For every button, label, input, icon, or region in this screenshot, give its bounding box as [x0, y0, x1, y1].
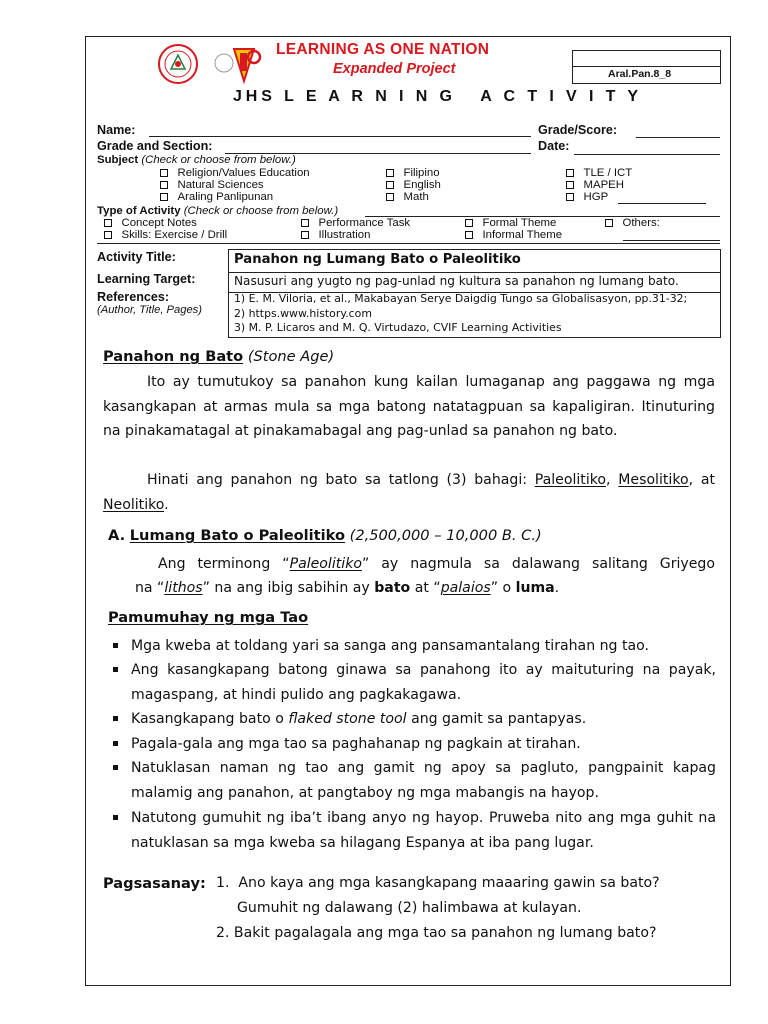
- subsection-heading: A. Lumang Bato o Paleolitiko (2,500,000 – 10,000 B. C.): [108, 527, 542, 544]
- subject-mapeh[interactable]: MAPEH: [566, 179, 624, 191]
- references-list: [234, 292, 687, 336]
- list-item: Pagala-gala ang mga tao sa paghahanap ng pagkain at tirahan.: [113, 732, 716, 757]
- type-informal-theme[interactable]: Informal Theme: [465, 229, 562, 241]
- list-item: Natutong gumuhit ng iba’t ibang anyo ng hayop. Pruweba nito ang mga guhit na natuklasan sa mga kweba sa hilagang Espanya at iba pang lugar.: [113, 806, 716, 855]
- activity-heading: JHS L E A R N I N G A C T I V I T Y: [233, 88, 642, 105]
- checkbox[interactable]: [160, 193, 168, 201]
- checkbox[interactable]: [465, 231, 473, 239]
- references-label: References:: [97, 290, 170, 304]
- checkbox[interactable]: [566, 169, 574, 177]
- subject-araling[interactable]: Araling Panlipunan: [160, 191, 273, 203]
- grade-score-label: Grade/Score:: [538, 123, 618, 137]
- subject-tle[interactable]: TLE / ICT: [566, 167, 632, 179]
- type-concept-notes[interactable]: Concept Notes: [104, 217, 197, 229]
- activity-type-heading: Type of Activity (Check or choose from below.): [97, 205, 339, 217]
- grade-score-field[interactable]: [636, 137, 720, 138]
- subject-filipino[interactable]: Filipino: [386, 167, 440, 179]
- etymology-line-1: Ang terminong “Paleolitiko” ay nagmula sa dalawang salitang Griyego: [158, 556, 715, 572]
- question-1-instruction: Gumuhit ng dalawang (2) halimbawa at kulayan.: [237, 900, 582, 916]
- subject-hgp[interactable]: HGP: [566, 191, 608, 203]
- checkbox[interactable]: [386, 169, 394, 177]
- lao-project-logo: [212, 43, 272, 85]
- subject-heading: Subject (Check or choose from below.): [97, 154, 296, 166]
- list-item: Kasangkapang bato o flaked stone tool ang gamit sa pantapyas.: [113, 707, 716, 732]
- checkbox[interactable]: [566, 193, 574, 201]
- etymology-line-2: na “lithos” na ang ibig sabihin ay bato at “palaios” o luma.: [135, 580, 560, 596]
- learning-target: Nasusuri ang yugto ng pag-unlad ng kultura sa panahon ng lumang bato.: [234, 274, 679, 288]
- reference-item: 3) M. P. Licaros and M. Q. Virtudazo, CVIF Learning Activities: [234, 321, 562, 335]
- learning-target-label: Learning Target:: [97, 272, 196, 286]
- type-others[interactable]: Others:: [605, 217, 660, 229]
- type-performance-task[interactable]: Performance Task: [301, 217, 410, 229]
- checkbox[interactable]: [301, 219, 309, 227]
- activity-title: Panahon ng Lumang Bato o Paleolitiko: [234, 252, 521, 267]
- reference-item: 1) E. M. Viloria, et al., Makabayan Serye Daigdig Tungo sa Globalisasyon, pp.31-32;: [234, 292, 688, 305]
- section-heading: Panahon ng Bato (Stone Age): [103, 348, 335, 365]
- checkbox[interactable]: [104, 219, 112, 227]
- activity-title-label: Activity Title:: [97, 250, 176, 264]
- pagsasanay-label: Pagsasanay:: [103, 875, 206, 892]
- activity-code: Aral.Pan.8_8: [608, 68, 672, 80]
- grade-section-label: Grade and Section:: [97, 139, 213, 153]
- subject-math[interactable]: Math: [386, 191, 429, 203]
- references-hint: (Author, Title, Pages): [97, 304, 202, 316]
- checkbox[interactable]: [465, 219, 473, 227]
- type-formal-theme[interactable]: Formal Theme: [465, 217, 556, 229]
- subject-science[interactable]: Natural Sciences: [160, 179, 264, 191]
- checkbox[interactable]: [386, 193, 394, 201]
- name-label: Name:: [97, 123, 136, 137]
- checkbox[interactable]: [301, 231, 309, 239]
- type-skills[interactable]: Skills: Exercise / Drill: [104, 229, 227, 241]
- hgp-field[interactable]: [618, 203, 706, 204]
- list-item: Natuklasan naman ng tao ang gamit ng apoy sa pagluto, pangpainit kapag malamig ang panahon, at pangtaboy ng mga mabangis na hayop.: [113, 756, 716, 805]
- checkbox[interactable]: [160, 169, 168, 177]
- type-illustration[interactable]: Illustration: [301, 229, 370, 241]
- list-item: Mga kweba at toldang yari sa sanga ang pansamantalang tirahan ng tao.: [113, 634, 716, 659]
- reference-item: 2) https.www.history.com: [234, 306, 372, 320]
- list-item: Ang kasangkapang batong ginawa sa panahong ito ay maituturing na payak, magaspang, at hindi pulido ang pagkakagawa.: [113, 658, 716, 707]
- paragraph-intro: Ito ay tumutukoy sa panahon kung kailan lumaganap ang paggawa ng mga kasangkapan at armas mula sa mga batong natatagpuan sa kapaligiran. Itinuturing na pinakamatagal at pinakamabagal ang pag-unlad sa panahon ng bato.: [103, 374, 715, 440]
- checkbox[interactable]: [386, 181, 394, 189]
- paragraph-divisions: Hinati ang panahon ng bato sa tatlong (3) bahagi: Paleolitiko, Mesolitiko, at Neolitiko.: [103, 472, 716, 513]
- question-2: 2. Bakit pagalagala ang mga tao sa panahon ng lumang bato?: [216, 925, 657, 941]
- pamumuhay-heading: Pamumuhay ng mga Tao: [108, 609, 309, 626]
- question-1: 1. Ano kaya ang mga kasangkapang maaaring gawin sa bato?: [216, 875, 660, 891]
- date-label: Date:: [538, 139, 570, 153]
- checkbox[interactable]: [160, 181, 168, 189]
- subject-religion[interactable]: Religion/Values Education: [160, 167, 310, 179]
- project-title: LEARNING AS ONE NATION: [276, 41, 490, 58]
- checkbox[interactable]: [605, 219, 613, 227]
- checkbox[interactable]: [566, 181, 574, 189]
- name-field[interactable]: [149, 136, 531, 137]
- project-subtitle: Expanded Project: [333, 61, 456, 77]
- date-field[interactable]: [574, 154, 720, 155]
- subject-english[interactable]: English: [386, 179, 441, 191]
- checkbox[interactable]: [104, 231, 112, 239]
